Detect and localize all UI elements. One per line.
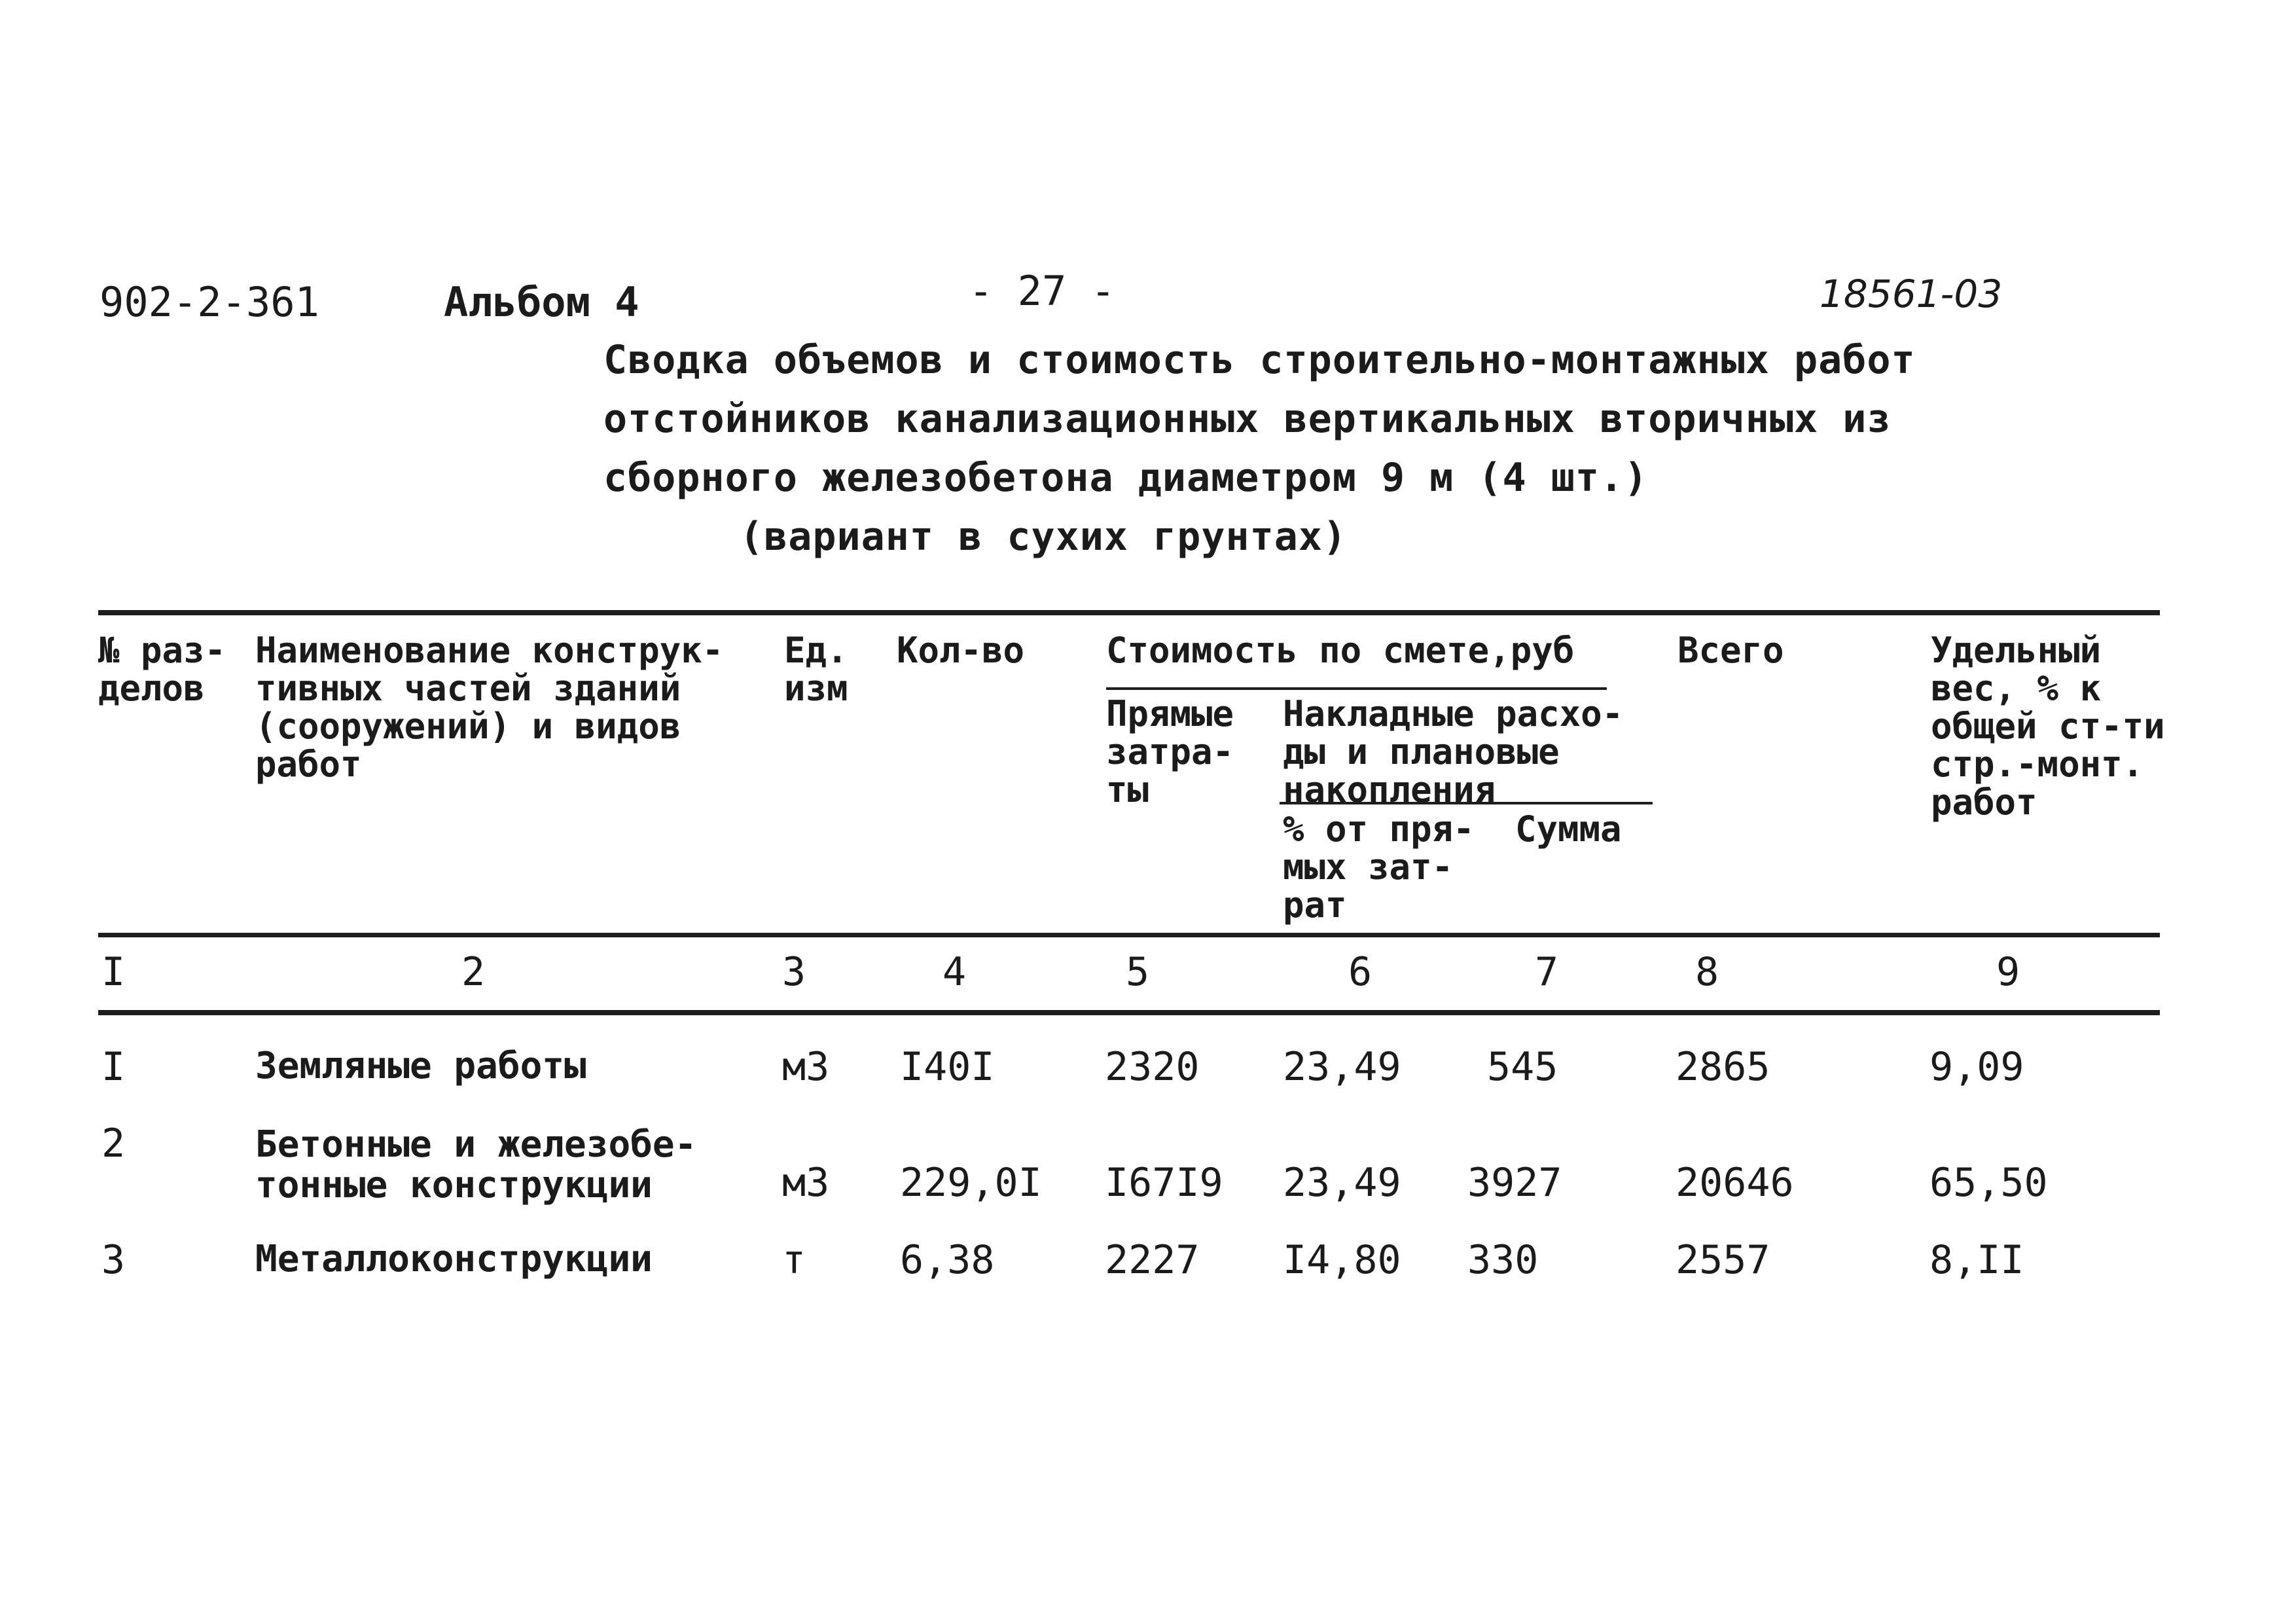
row-1-direct-costs: 2320 bbox=[1105, 1044, 1200, 1090]
table-top-rule bbox=[98, 610, 2160, 615]
title-line-4: (вариант в сухих грунтах) bbox=[740, 514, 1348, 560]
row-3-quantity: 6,38 bbox=[900, 1237, 995, 1283]
column-number: 7 bbox=[1535, 949, 1559, 995]
inventory-number: 18561-03 bbox=[1820, 272, 2003, 316]
row-3-share: 8,II bbox=[1929, 1237, 2024, 1283]
row-3-percent: I4,80 bbox=[1283, 1237, 1401, 1283]
row-2-share: 65,50 bbox=[1929, 1160, 2048, 1206]
row-1-unit: м3 bbox=[782, 1044, 830, 1090]
header-percent: % от пря- мых зат- рат bbox=[1283, 808, 1475, 926]
column-number: 9 bbox=[1996, 949, 2020, 995]
column-number: 5 bbox=[1126, 949, 1150, 995]
row-1-section-no: I bbox=[101, 1044, 126, 1090]
row-3-direct-costs: 2227 bbox=[1105, 1237, 1200, 1283]
header-direct-costs: Прямые затра- ты bbox=[1106, 693, 1234, 810]
cost-header-underline bbox=[1106, 687, 1607, 690]
column-number: I bbox=[101, 949, 126, 995]
row-2-quantity: 229,0I bbox=[900, 1160, 1042, 1206]
page-number: - 27 - bbox=[969, 267, 1115, 315]
row-1-percent: 23,49 bbox=[1283, 1044, 1401, 1090]
row-2-percent: 23,49 bbox=[1283, 1160, 1401, 1206]
header-cost: Стоимость по смете,руб bbox=[1106, 630, 1575, 671]
row-2-unit: м3 bbox=[782, 1160, 830, 1206]
row-3-section-no: 3 bbox=[101, 1237, 126, 1283]
header-bottom-rule bbox=[98, 933, 2160, 937]
title-line-3: сборного железобетона диаметром 9 м (4 шт.) bbox=[603, 455, 1649, 501]
row-2-direct-costs: I67I9 bbox=[1105, 1160, 1223, 1206]
row-2-sum: 3927 bbox=[1467, 1160, 1562, 1206]
row-1-name: Земляные работы bbox=[255, 1045, 586, 1087]
title-line-1: Сводка объемов и стоимость строительно-монтажных работ bbox=[603, 337, 1916, 383]
header-section-no: № раз- делов bbox=[98, 630, 226, 709]
row-2-section-no: 2 bbox=[101, 1121, 126, 1166]
column-number: 8 bbox=[1695, 949, 1719, 995]
row-3-total: 2557 bbox=[1676, 1237, 1770, 1283]
column-numbers-rule bbox=[98, 1010, 2160, 1015]
column-number: 2 bbox=[461, 949, 486, 995]
column-number: 6 bbox=[1348, 949, 1372, 995]
row-1-quantity: I40I bbox=[900, 1044, 995, 1090]
row-1-sum: 545 bbox=[1487, 1044, 1558, 1090]
header-total: Всего bbox=[1677, 630, 1784, 671]
row-2-total: 20646 bbox=[1676, 1160, 1794, 1206]
header-name: Наименование конструк- тивных частей зданий (сооружений) и видов работ bbox=[255, 630, 724, 785]
column-number: 4 bbox=[942, 949, 967, 995]
header-unit: Ед. изм bbox=[784, 630, 848, 709]
row-1-share: 9,09 bbox=[1929, 1044, 2024, 1090]
row-3-sum: 330 bbox=[1467, 1237, 1539, 1283]
header-sum: Сумма bbox=[1515, 808, 1622, 850]
column-number: 3 bbox=[782, 949, 806, 995]
header-overhead: Накладные расхо- ды и плановые накопления bbox=[1283, 693, 1624, 810]
document-code: 902-2-361 bbox=[99, 278, 319, 326]
row-2-name: Бетонные и железобе- тонные конструкции bbox=[255, 1123, 697, 1206]
header-quantity: Кол-во bbox=[897, 630, 1025, 671]
header-share: Удельный вес, % к общей ст-ти стр.-монт. работ bbox=[1931, 630, 2165, 823]
title-line-2: отстойников канализационных вертикальных вторичных из bbox=[603, 396, 1892, 442]
row-1-total: 2865 bbox=[1676, 1044, 1770, 1090]
row-3-unit: т bbox=[782, 1237, 806, 1283]
row-3-name: Металлоконструкции bbox=[255, 1238, 653, 1280]
album-label: Альбом 4 bbox=[444, 278, 639, 326]
